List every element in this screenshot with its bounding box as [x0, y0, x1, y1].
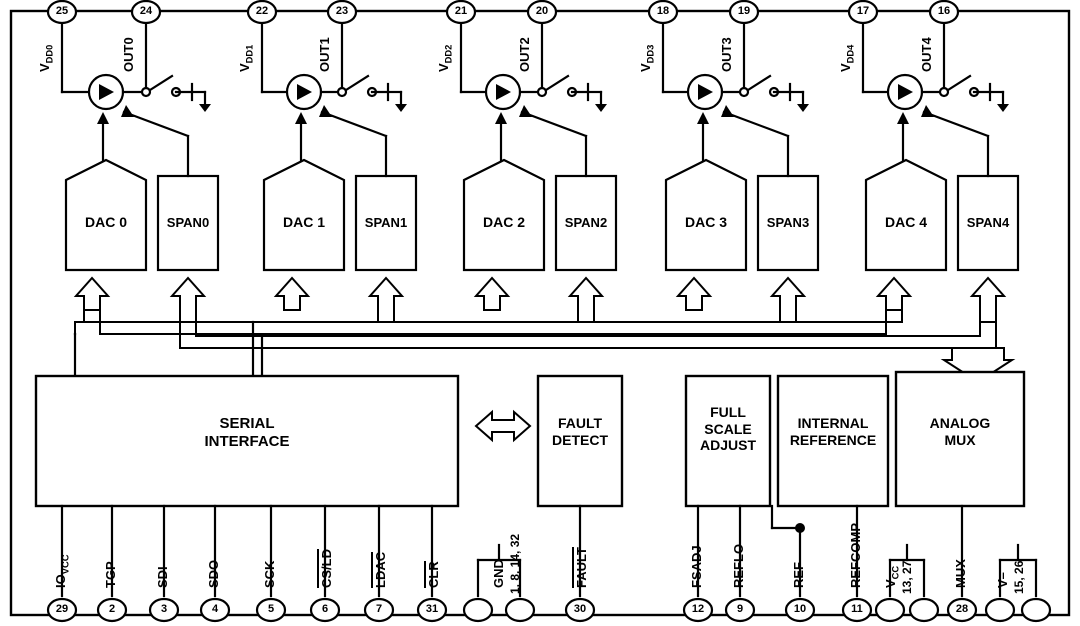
- dac0-label: DAC 0: [84, 214, 127, 230]
- pin-number-clr: 31: [425, 603, 439, 615]
- label-out1: OUT1: [317, 37, 332, 72]
- label-mux: MUX: [953, 559, 968, 588]
- label-iovcc: $IO_{VCC}$: [53, 554, 71, 588]
- pin-number-refcomp: 11: [851, 603, 863, 615]
- label-gnd-pins: 1, 8, 14, 32: [508, 533, 522, 594]
- pin-number-tgp: 2: [108, 603, 116, 615]
- label-ldac: LDAC: [373, 551, 388, 588]
- label-refcomp: REFCOMP: [848, 523, 863, 588]
- label-fsadj: FSADJ: [689, 545, 704, 588]
- span3-label: SPAN3: [766, 215, 810, 230]
- span2-label: SPAN2: [564, 215, 608, 230]
- pin-number-mux: 28: [955, 603, 969, 615]
- pin-number-vdd0: 25: [55, 5, 69, 17]
- label-vcc-pins: 13, 27: [900, 560, 914, 594]
- pin-number-vdd2: 21: [454, 5, 468, 17]
- label-sck: SCK: [262, 560, 277, 588]
- dac3-label: DAC 3: [684, 214, 727, 230]
- label-vdd1: $V_{DD1}$: [237, 44, 255, 72]
- pin-number-sdo: 4: [211, 603, 219, 615]
- pin-number-sck: 5: [267, 603, 275, 615]
- pin-number-cs-ld: 6: [321, 603, 329, 615]
- label-cs-ld: CS/LD: [319, 549, 334, 588]
- pin-number-reflo: 9: [736, 603, 744, 615]
- pin-number-out3: 19: [737, 5, 751, 17]
- label-vdd4: $V_{DD4}$: [838, 44, 856, 72]
- label-out4: OUT4: [919, 37, 934, 72]
- label-tgp: TGP: [103, 561, 118, 588]
- label-out2: OUT2: [517, 37, 532, 72]
- pin-number-fsadj: 12: [691, 603, 705, 615]
- pin-number-fault: 30: [573, 603, 587, 615]
- pin-number-sdi: 3: [160, 603, 168, 615]
- label-reflo: REFLO: [731, 543, 746, 588]
- label-gnd: GND: [491, 559, 506, 588]
- dac4-label: DAC 4: [884, 214, 927, 230]
- pin-number-out2: 20: [535, 5, 549, 17]
- analog-mux-label: ANALOG MUX: [929, 415, 991, 448]
- span0-label: SPAN0: [166, 215, 210, 230]
- pin-number-out4: 16: [937, 5, 951, 17]
- label-vminus: V–: [995, 572, 1010, 588]
- span1-label: SPAN1: [364, 215, 408, 230]
- internal-reference-label: INTERNAL REFERENCE: [789, 415, 877, 448]
- pin-number-vdd3: 18: [656, 5, 670, 17]
- label-fault: FAULT: [574, 547, 589, 588]
- pin-number-out0: 24: [139, 5, 153, 17]
- pin-number-vdd4: 17: [856, 5, 870, 17]
- dac2-label: DAC 2: [482, 214, 525, 230]
- pin-number-iovcc: 29: [55, 603, 69, 615]
- label-sdi: SDI: [155, 566, 170, 588]
- dac1-label: DAC 1: [282, 214, 325, 230]
- pin-number-ref: 10: [793, 603, 807, 615]
- label-vdd0: $V_{DD0}$: [37, 44, 55, 72]
- label-vdd2: $V_{DD2}$: [436, 44, 454, 72]
- span4-label: SPAN4: [966, 215, 1010, 230]
- label-vminus-pins: 15, 26: [1012, 560, 1026, 594]
- pin-number-ldac: 7: [375, 603, 383, 615]
- label-vdd3: $V_{DD3}$: [638, 44, 656, 72]
- fault-detect-label: FAULT DETECT: [552, 415, 608, 448]
- pin-number-out1: 23: [335, 5, 349, 17]
- label-out0: OUT0: [121, 37, 136, 72]
- full-scale-adjust-label: FULL SCALE ADJUST: [699, 404, 756, 454]
- label-sdo: SDO: [206, 559, 221, 588]
- label-clr: CLR: [426, 561, 441, 588]
- label-vcc: $V_{CC}$: [883, 565, 901, 588]
- label-ref: REF: [791, 562, 806, 588]
- serial-interface-label: SERIAL INTERFACE: [204, 415, 290, 450]
- label-out3: OUT3: [719, 37, 734, 72]
- pin-number-vdd1: 22: [255, 5, 269, 17]
